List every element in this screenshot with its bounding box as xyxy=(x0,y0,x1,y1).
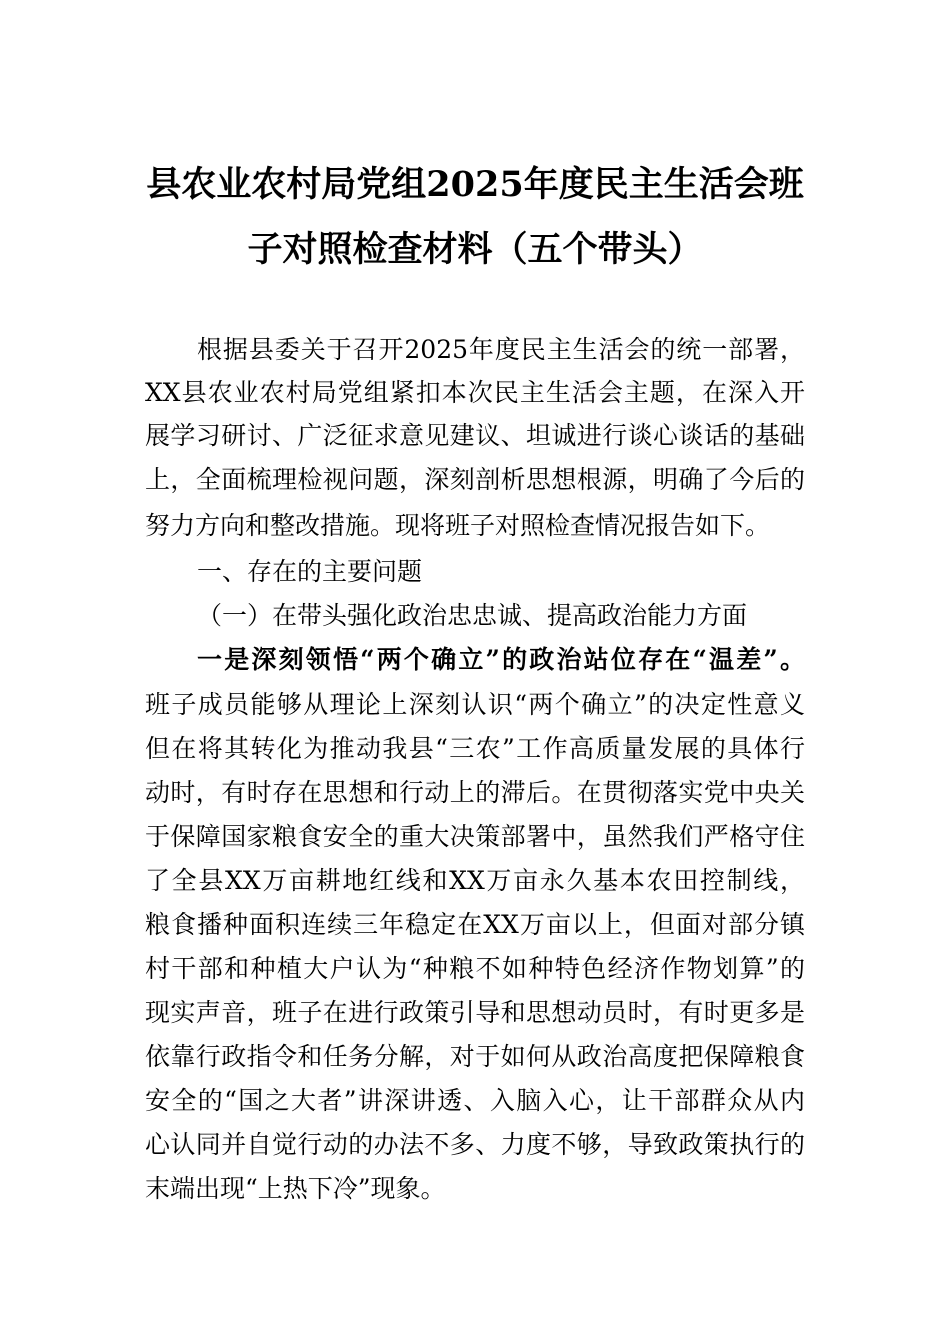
body-line: 于保障国家粮食安全的重大决策部署中，虽然我们严格守住 xyxy=(145,822,805,851)
body-line: 依靠行政指令和任务分解，对于如何从政治高度把保障粮食 xyxy=(145,1042,805,1071)
body-line: 现实声音，班子在进行政策引导和思想动员时，有时更多是 xyxy=(145,998,805,1027)
intro-line: 展学习研讨、广泛征求意见建议、坦诚进行谈心谈话的基础 xyxy=(145,421,805,450)
document-title-line-2: 子对照检查材料（五个带头） xyxy=(247,229,703,270)
subsection-heading: （一）在带头强化政治忠忠诚、提高政治能力方面 xyxy=(197,601,748,630)
section-heading: 一、存在的主要问题 xyxy=(197,557,423,586)
body-line: 动时，有时存在思想和行动上的滞后。在贯彻落实党中央关 xyxy=(145,778,805,807)
body-line: 粮食播种面积连续三年稳定在XX万亩以上，但面对部分镇 xyxy=(145,910,805,939)
body-line: 末端出现“上热下冷”现象。 xyxy=(145,1174,446,1203)
body-line: 了全县XX万亩耕地红线和XX万亩永久基本农田控制线， xyxy=(145,866,805,895)
body-line: 心认同并自觉行动的办法不多、力度不够，导致政策执行的 xyxy=(145,1130,805,1159)
intro-line: 上，全面梳理检视问题，深刻剖析思想根源，明确了今后的 xyxy=(145,465,805,494)
body-line: 村干部和种植大户认为“种粮不如种特色经济作物划算”的 xyxy=(145,954,805,983)
intro-line: XX县农业农村局党组紧扣本次民主生活会主题，在深入开 xyxy=(145,378,805,407)
intro-line: 努力方向和整改措施。现将班子对照检查情况报告如下。 xyxy=(145,511,771,540)
document-title-line-1: 县农业农村局党组2025年度民主生活会班 xyxy=(146,164,804,205)
body-line: 但在将其转化为推动我县“三农”工作高质量发展的具体行 xyxy=(145,734,805,763)
body-line: 安全的“国之大者”讲深讲透、入脑入心，让干部群众从内 xyxy=(145,1086,805,1115)
point-heading: 一是深刻领悟“两个确立”的政治站位存在“温差”。 xyxy=(197,645,805,674)
intro-line: 根据县委关于召开2025年度民主生活会的统一部署， xyxy=(197,335,805,364)
body-line: 班子成员能够从理论上深刻认识“两个确立”的决定性意义 xyxy=(145,690,805,719)
